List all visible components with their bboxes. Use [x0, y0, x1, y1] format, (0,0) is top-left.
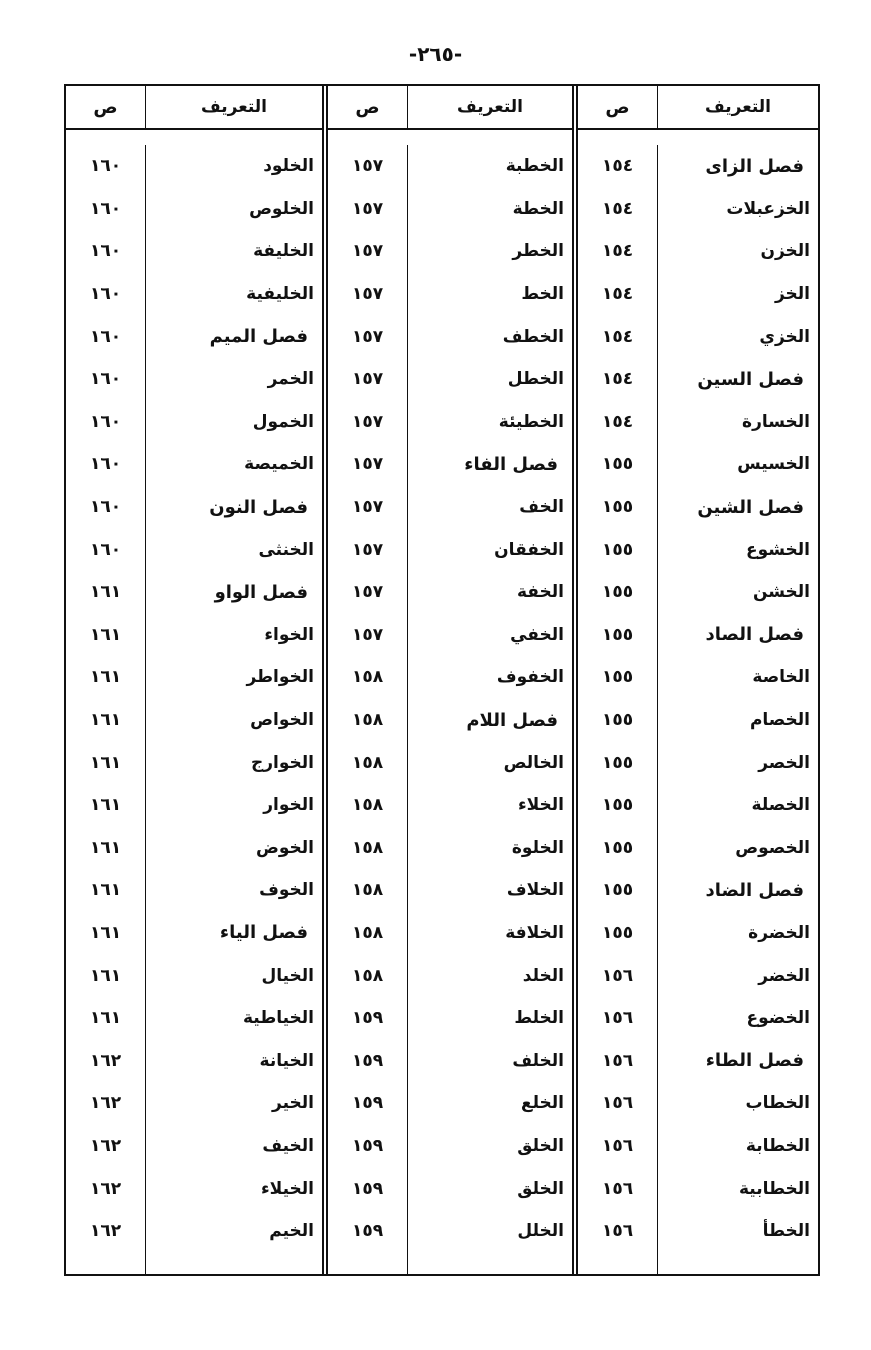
- entry-page: ١٥٦: [578, 1210, 658, 1253]
- entry-term: الخاصة: [752, 667, 810, 688]
- entry-page: ١٥٦: [578, 954, 658, 997]
- entry-term: الخطر: [512, 241, 564, 262]
- index-entry: [328, 997, 572, 1040]
- entry-page: ١٥٥: [578, 912, 658, 955]
- entry-page: ١٥٨: [328, 827, 408, 870]
- index-entry: [328, 954, 572, 997]
- entry-term: الخمول: [252, 411, 314, 432]
- entry-page: ١٥٩: [328, 1210, 408, 1253]
- entry-page: ١٥٦: [578, 1125, 658, 1168]
- entry-page: ١٦١: [66, 784, 146, 827]
- entry-page: ١٦١: [66, 827, 146, 870]
- entry-page: ١٦١: [66, 954, 146, 997]
- index-entry: [66, 997, 322, 1040]
- entry-term: الخلف: [512, 1050, 564, 1071]
- index-entry: [578, 997, 818, 1040]
- entry-page: ١٦١: [66, 997, 146, 1040]
- index-entry: [66, 614, 322, 657]
- entry-page: ١٥٥: [578, 614, 658, 657]
- entry-term: الخواطر: [246, 667, 314, 688]
- index-entry: [578, 614, 818, 657]
- index-entry: [578, 230, 818, 273]
- entry-page: ١٦٠: [66, 315, 146, 358]
- entry-term: الخزعبلات: [726, 198, 810, 219]
- index-entry: [328, 699, 572, 742]
- index-entry: [66, 741, 322, 784]
- entry-page: ١٥٥: [578, 827, 658, 870]
- entry-list: [328, 130, 572, 1274]
- entry-page: ١٦٢: [66, 1039, 146, 1082]
- index-column-2: [328, 86, 578, 1274]
- entry-term: الخليفة: [253, 241, 314, 262]
- entry-term: الخلع: [520, 1093, 564, 1114]
- index-entry: [328, 358, 572, 401]
- entry-filler: [578, 1252, 818, 1274]
- entry-term: الخطأ: [762, 1221, 810, 1242]
- index-entry: [66, 1039, 322, 1082]
- entry-page: ١٥٤: [578, 273, 658, 316]
- entry-page: ١٥٤: [578, 401, 658, 444]
- entry-page: ١٦١: [66, 741, 146, 784]
- entry-term: الخشوع: [745, 539, 810, 560]
- index-entry: [66, 869, 322, 912]
- entry-term: الخز: [774, 284, 810, 305]
- entry-term: الخيم: [269, 1221, 314, 1242]
- index-entry: [328, 528, 572, 571]
- entry-list: [66, 130, 322, 1274]
- entry-term: الخلق: [517, 1178, 564, 1199]
- entry-page: ١٦٠: [66, 230, 146, 273]
- entry-page: ١٥٨: [328, 912, 408, 955]
- column-header: [66, 86, 322, 130]
- index-entry: [66, 230, 322, 273]
- entry-term: الخطف: [502, 326, 564, 347]
- entry-list: [578, 130, 818, 1274]
- entry-term: الخطل: [507, 369, 564, 390]
- index-entry: [578, 571, 818, 614]
- entry-page: ١٥٨: [328, 699, 408, 742]
- filler-page: [578, 1252, 658, 1274]
- index-entry: [328, 273, 572, 316]
- entry-term: الخضوع: [746, 1008, 810, 1029]
- entry-term: الخضر: [758, 965, 810, 986]
- entry-page: ١٥٧: [328, 614, 408, 657]
- entry-term: الخيانة: [259, 1050, 314, 1071]
- section-heading: فصل الصاد: [705, 624, 804, 646]
- index-entry: [66, 571, 322, 614]
- term-header: التعريف: [201, 97, 267, 117]
- entry-page: ١٦٠: [66, 486, 146, 529]
- entry-term: الخوف: [259, 880, 314, 901]
- entry-term: الخلق: [517, 1135, 564, 1156]
- index-entry: [66, 1082, 322, 1125]
- entry-page: ١٥٩: [328, 1167, 408, 1210]
- index-entry: [578, 401, 818, 444]
- page-number: -٢٦٥-: [408, 42, 463, 66]
- entry-page: ١٥٨: [328, 784, 408, 827]
- index-entry: [578, 954, 818, 997]
- entry-page: ١٥٥: [578, 699, 658, 742]
- entry-term: الخط: [521, 284, 564, 305]
- section-heading: فصل النون: [209, 496, 308, 518]
- index-entry: [578, 188, 818, 231]
- entry-term: الخسيس: [737, 454, 810, 475]
- entry-term: الخلود: [263, 156, 314, 177]
- entry-term: الخف: [519, 497, 564, 518]
- entry-term: الخياطية: [242, 1008, 314, 1029]
- entry-term: الخليفية: [246, 284, 314, 305]
- index-entry: [328, 784, 572, 827]
- entry-page: ١٥٧: [328, 571, 408, 614]
- entry-page: ١٥٦: [578, 1039, 658, 1082]
- index-entry: [66, 358, 322, 401]
- index-entry: [66, 401, 322, 444]
- entry-page: ١٥٥: [578, 571, 658, 614]
- entry-page: ١٥٥: [578, 656, 658, 699]
- index-entry: [328, 1082, 572, 1125]
- index-entry: [578, 358, 818, 401]
- entry-page: ١٦٢: [66, 1210, 146, 1253]
- section-heading: فصل الواو: [214, 581, 308, 603]
- entry-page: ١٥٤: [578, 315, 658, 358]
- index-entry: [328, 741, 572, 784]
- entry-page: ١٥٦: [578, 997, 658, 1040]
- entry-page: ١٦٠: [66, 443, 146, 486]
- column-header: [328, 86, 572, 130]
- entry-term: الخيلاء: [260, 1178, 314, 1199]
- entry-term: الخواء: [264, 624, 314, 645]
- index-entry: [578, 869, 818, 912]
- index-entry: [578, 1167, 818, 1210]
- index-entry: [578, 273, 818, 316]
- entry-term: الخلوص: [249, 198, 314, 219]
- entry-page: ١٥٧: [328, 230, 408, 273]
- index-entry: [578, 699, 818, 742]
- index-entry: [66, 188, 322, 231]
- section-heading: فصل الميم: [209, 326, 308, 348]
- index-entry: [66, 912, 322, 955]
- index-entry: [578, 443, 818, 486]
- index-entry: [66, 656, 322, 699]
- entry-term: الخوض: [256, 837, 314, 858]
- index-entry: [328, 401, 572, 444]
- entry-page: ١٥٦: [578, 1082, 658, 1125]
- index-column-3: [66, 86, 328, 1274]
- index-entry: [66, 1167, 322, 1210]
- index-entry: [328, 230, 572, 273]
- entry-page: ١٥٥: [578, 528, 658, 571]
- entry-page: ١٥٥: [578, 486, 658, 529]
- entry-term: الخلل: [517, 1221, 564, 1242]
- entry-page: ١٥٧: [328, 528, 408, 571]
- entry-page: ١٦٢: [66, 1082, 146, 1125]
- entry-term: الخالص: [503, 752, 564, 773]
- entry-page: ١٥٥: [578, 869, 658, 912]
- section-heading: فصل السين: [697, 368, 804, 390]
- entry-term: الخلاف: [506, 880, 564, 901]
- entry-page: ١٥٩: [328, 1125, 408, 1168]
- index-entry: [328, 443, 572, 486]
- page-header: ص: [328, 86, 408, 128]
- index-entry: [578, 528, 818, 571]
- index-entry: [66, 954, 322, 997]
- filler-page: [66, 1252, 146, 1274]
- index-entry: [328, 827, 572, 870]
- index-entry: [328, 1039, 572, 1082]
- entry-page: ١٦٢: [66, 1125, 146, 1168]
- entry-term: الخفة: [516, 582, 564, 603]
- entry-term: الخسارة: [742, 411, 810, 432]
- entry-term: الخزي: [759, 326, 810, 347]
- entry-term: الخطة: [512, 198, 564, 219]
- entry-page: ١٥٨: [328, 954, 408, 997]
- entry-page: ١٥٨: [328, 869, 408, 912]
- entry-page: ١٦٢: [66, 1167, 146, 1210]
- entry-page: ١٥٩: [328, 1039, 408, 1082]
- section-heading: فصل الياء: [219, 922, 308, 944]
- entry-term: الخفقان: [494, 539, 564, 560]
- entry-term: الخصلة: [751, 795, 810, 816]
- entry-page: ١٦٠: [66, 188, 146, 231]
- entry-page: ١٥٧: [328, 315, 408, 358]
- index-entry: [328, 869, 572, 912]
- entry-page: ١٥٧: [328, 188, 408, 231]
- entry-term: الخفي: [510, 624, 564, 645]
- index-entry: [66, 699, 322, 742]
- section-heading: فصل اللام: [466, 709, 558, 731]
- entry-page: ١٦١: [66, 869, 146, 912]
- entry-term: الخلافة: [505, 922, 564, 943]
- entry-page: ١٦١: [66, 656, 146, 699]
- entry-filler: [66, 1252, 322, 1274]
- index-entry: [66, 1125, 322, 1168]
- index-entry: [578, 315, 818, 358]
- entry-page: ١٥٨: [328, 656, 408, 699]
- entry-page: ١٥٧: [328, 358, 408, 401]
- index-entry: [328, 656, 572, 699]
- entry-page: ١٦٠: [66, 273, 146, 316]
- entry-term: الخوارج: [251, 752, 314, 773]
- entry-term: الخمر: [267, 369, 314, 390]
- entry-page: ١٥٤: [578, 188, 658, 231]
- page-header: ص: [66, 86, 146, 128]
- index-entry: [328, 1125, 572, 1168]
- entry-term: الخضرة: [748, 922, 810, 943]
- entry-page: ١٥٤: [578, 358, 658, 401]
- term-header: التعريف: [705, 97, 771, 117]
- entry-page: ١٥٥: [578, 784, 658, 827]
- index-entry: [66, 1210, 322, 1253]
- entry-page: ١٦٠: [66, 401, 146, 444]
- entry-term: الخنثى: [258, 539, 314, 560]
- entry-term: الخطيئة: [498, 411, 564, 432]
- index-entry: [328, 912, 572, 955]
- entry-page: ١٥٨: [328, 741, 408, 784]
- entry-term: الخلوة: [511, 837, 564, 858]
- index-entry: [66, 528, 322, 571]
- entry-page: ١٦١: [66, 614, 146, 657]
- entry-term: الخطبة: [505, 156, 564, 177]
- entry-page: ١٦١: [66, 912, 146, 955]
- entry-page: ١٥٧: [328, 486, 408, 529]
- index-entry: [328, 614, 572, 657]
- index-entry: [66, 315, 322, 358]
- section-heading: فصل الفاء: [464, 453, 558, 475]
- index-entry: [578, 1082, 818, 1125]
- entry-page: ١٥٧: [328, 145, 408, 188]
- entry-term: الخطابية: [738, 1178, 810, 1199]
- index-entry: [578, 741, 818, 784]
- index-entry: [578, 784, 818, 827]
- entry-term: الخصر: [758, 752, 810, 773]
- index-entry: [66, 273, 322, 316]
- page-header: ص: [578, 86, 658, 128]
- term-header: التعريف: [457, 97, 523, 117]
- column-header: [578, 86, 818, 130]
- filler-page: [328, 1252, 408, 1274]
- index-entry: [328, 571, 572, 614]
- index-entry: [578, 1210, 818, 1253]
- entry-term: الخزن: [760, 241, 810, 262]
- index-entry: [578, 145, 818, 188]
- section-heading: فصل الضاد: [705, 879, 804, 901]
- entry-term: الخصوص: [735, 837, 810, 858]
- entry-term: الخطابة: [745, 1135, 810, 1156]
- index-entry: [66, 486, 322, 529]
- entry-filler: [328, 1252, 572, 1274]
- entry-page: ١٦١: [66, 571, 146, 614]
- entry-page: ١٥٩: [328, 1082, 408, 1125]
- index-entry: [328, 1167, 572, 1210]
- entry-term: الخميصة: [244, 454, 314, 475]
- entry-term: الخلاء: [517, 795, 564, 816]
- index-entry: [328, 486, 572, 529]
- index-entry: [578, 1039, 818, 1082]
- index-column-1: [578, 86, 818, 1274]
- index-entry: [66, 443, 322, 486]
- section-heading: فصل الطاء: [705, 1050, 804, 1072]
- entry-term: الخير: [272, 1093, 314, 1114]
- entry-term: الخلط: [514, 1008, 564, 1029]
- entry-page: ١٥٤: [578, 230, 658, 273]
- entry-term: الخفوف: [496, 667, 564, 688]
- section-heading: فصل الشين: [697, 496, 804, 518]
- index-entry: [578, 656, 818, 699]
- entry-page: ١٦٠: [66, 145, 146, 188]
- entry-term: الخشن: [752, 582, 810, 603]
- entry-term: الخواص: [250, 710, 314, 731]
- entry-page: ١٥٩: [328, 997, 408, 1040]
- index-entry: [578, 1125, 818, 1168]
- entry-page: ١٦٠: [66, 358, 146, 401]
- entry-term: الخوار: [263, 795, 314, 816]
- index-entry: [328, 145, 572, 188]
- index-entry: [66, 827, 322, 870]
- entry-term: الخيف: [262, 1135, 314, 1156]
- entry-page: ١٦٠: [66, 528, 146, 571]
- index-entry: [328, 188, 572, 231]
- section-heading: فصل الزاى: [705, 155, 804, 177]
- index-entry: [578, 827, 818, 870]
- entry-page: ١٥٦: [578, 1167, 658, 1210]
- index-entry: [66, 784, 322, 827]
- entry-page: ١٥٧: [328, 273, 408, 316]
- index-entry: [578, 486, 818, 529]
- entry-term: الخطاب: [745, 1093, 810, 1114]
- index-entry: [328, 1210, 572, 1253]
- entry-page: ١٥٥: [578, 443, 658, 486]
- entry-page: ١٥٧: [328, 443, 408, 486]
- entry-page: ١٥٧: [328, 401, 408, 444]
- index-entry: [66, 145, 322, 188]
- entry-term: الخلد: [522, 965, 564, 986]
- index-table: [64, 84, 820, 1276]
- entry-page: ١٥٤: [578, 145, 658, 188]
- entry-page: ١٥٥: [578, 741, 658, 784]
- entry-term: الخصام: [749, 710, 810, 731]
- index-entry: [578, 912, 818, 955]
- index-entry: [328, 315, 572, 358]
- entry-page: ١٦١: [66, 699, 146, 742]
- entry-term: الخيال: [261, 965, 314, 986]
